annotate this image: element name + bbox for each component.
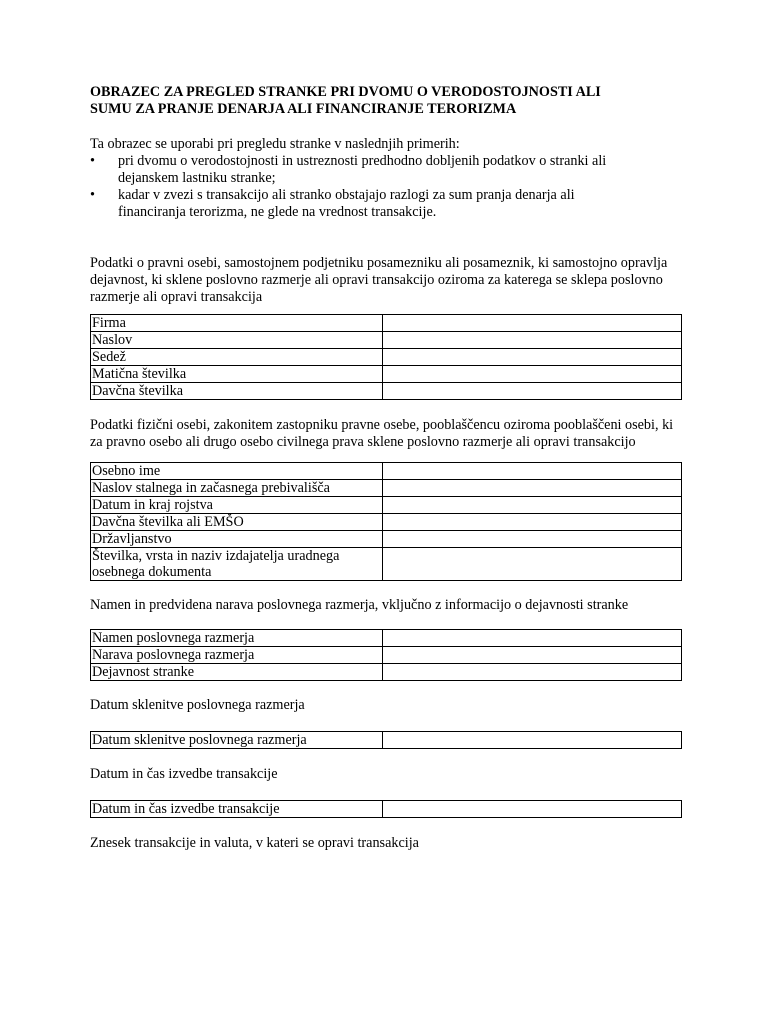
section-2-table	[90, 462, 682, 581]
field-label: Osebno ime	[91, 463, 383, 480]
field-value-cell[interactable]	[383, 315, 682, 332]
section-2-heading: Podatki fizični osebi, zakonitem zastopniku pravne osebe, pooblaščencu oziroma pooblaščeni osebi, ki za pravno osebo ali drugo osebo civilnega prava sklene poslovno razmerje ali opravi transakcijo	[90, 417, 674, 450]
field-label: Številka, vrsta in naziv izdajatelja uradnega osebnega dokumenta	[91, 548, 383, 581]
section-4-heading: Datum sklenitve poslovnega razmerja	[90, 697, 305, 713]
field-label: Naslov stalnega in začasnega prebivališča	[91, 480, 383, 497]
table-row	[91, 531, 682, 548]
intro-lead: Ta obrazec se uporabi pri pregledu stranke v naslednjih primerih:	[90, 136, 460, 152]
field-label: Matična številka	[91, 366, 383, 383]
field-label: Firma	[91, 315, 383, 332]
section-1-heading: Podatki o pravni osebi, samostojnem podjetniku posamezniku ali posameznik, ki samostojno opravlja dejavnost, ki sklene poslovno razmerje ali opravi transakcijo oziroma za katerega se sklepa poslovno razmerje ali opravi transakcija	[90, 255, 668, 305]
table-row	[91, 383, 682, 400]
field-label: Datum in čas izvedbe transakcije	[91, 801, 383, 818]
field-value-cell[interactable]	[383, 497, 682, 514]
field-value-cell[interactable]	[383, 366, 682, 383]
list-item: • kadar v zvezi s transakcijo ali stranko obstajajo razlogi za sum pranja denarja ali financiranja terorizma, ne glede na vrednost transakcije.	[90, 187, 640, 221]
field-value-cell[interactable]	[383, 480, 682, 497]
title-line-2: SUMU ZA PRANJE DENARJA ALI FINANCIRANJE TERORIZMA	[90, 101, 517, 117]
table-row	[91, 332, 682, 349]
table-row	[91, 480, 682, 497]
field-value-cell[interactable]	[383, 732, 682, 749]
field-label: Namen poslovnega razmerja	[91, 630, 383, 647]
table-row	[91, 349, 682, 366]
section-3-table	[90, 629, 682, 681]
table-row	[91, 463, 682, 480]
document-title	[90, 84, 660, 118]
field-label: Državljanstvo	[91, 531, 383, 548]
document-page	[90, 84, 682, 852]
table-row	[91, 801, 682, 818]
field-value-cell[interactable]	[383, 531, 682, 548]
table-row	[91, 514, 682, 531]
field-label: Dejavnost stranke	[91, 664, 383, 681]
table-row	[91, 315, 682, 332]
field-label: Datum in kraj rojstva	[91, 497, 383, 514]
list-item: • pri dvomu o verodostojnosti in ustreznosti predhodno dobljenih podatkov o stranki ali dejanskem lastniku stranke;	[90, 153, 640, 187]
table-row	[91, 548, 682, 581]
section-5-heading: Datum in čas izvedbe transakcije	[90, 766, 278, 782]
section-3-heading: Namen in predvidena narava poslovnega razmerja, vključno z informacijo o dejavnosti stranke	[90, 597, 629, 613]
table-row	[91, 732, 682, 749]
intro-bullet-list	[90, 153, 640, 221]
field-value-cell[interactable]	[383, 664, 682, 681]
field-value-cell[interactable]	[383, 349, 682, 366]
field-value-cell[interactable]	[383, 514, 682, 531]
section-1-table	[90, 314, 682, 400]
field-label: Naslov	[91, 332, 383, 349]
table-row	[91, 366, 682, 383]
section-4-table	[90, 731, 682, 749]
field-label: Davčna številka ali EMŠO	[91, 514, 383, 531]
field-label: Datum sklenitve poslovnega razmerja	[91, 732, 383, 749]
title-line-1: OBRAZEC ZA PREGLED STRANKE PRI DVOMU O VERODOSTOJNOSTI ALI	[90, 84, 601, 100]
field-value-cell[interactable]	[383, 801, 682, 818]
table-row	[91, 497, 682, 514]
section-6-heading: Znesek transakcije in valuta, v kateri se opravi transakcija	[90, 835, 419, 851]
field-value-cell[interactable]	[383, 332, 682, 349]
field-value-cell[interactable]	[383, 647, 682, 664]
table-row	[91, 647, 682, 664]
field-label: Sedež	[91, 349, 383, 366]
table-row	[91, 664, 682, 681]
table-row	[91, 630, 682, 647]
field-value-cell[interactable]	[383, 630, 682, 647]
field-value-cell[interactable]	[383, 383, 682, 400]
section-5-table	[90, 800, 682, 818]
field-label: Davčna številka	[91, 383, 383, 400]
field-value-cell[interactable]	[383, 548, 682, 581]
field-label: Narava poslovnega razmerja	[91, 647, 383, 664]
field-value-cell[interactable]	[383, 463, 682, 480]
